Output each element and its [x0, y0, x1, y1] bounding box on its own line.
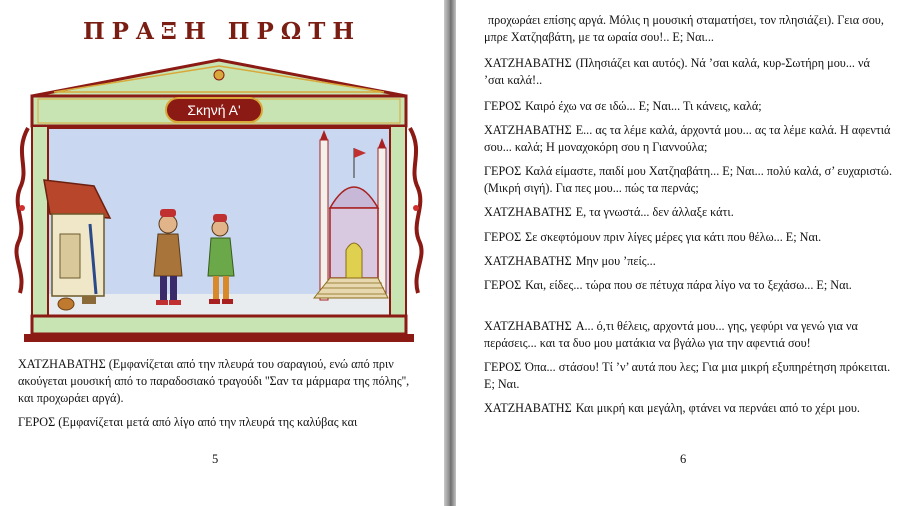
- act-title: ΠΡΑΞΗ ΠΡΩΤΗ: [82, 18, 362, 45]
- dialogue-line: [484, 318, 892, 352]
- speaker: ΓΕΡΟΣ: [484, 164, 522, 178]
- dialogue-line: [484, 400, 892, 417]
- speaker: ΓΕΡΟΣ: [484, 99, 522, 113]
- line-text: Και, είδες... τώρα που σε πέτυχα πάρα λίγο να το ξεχάσω... Ε; Ναι.: [525, 278, 852, 292]
- line-text: Καιρό έχω να σε ιδώ... Ε; Ναι... Τι κάνεις, καλά;: [525, 99, 762, 113]
- speaker: ΓΕΡΟΣ: [484, 278, 522, 292]
- speaker: ΧΑΤΖΗΑΒΑΤΗΣ: [484, 254, 572, 268]
- line-text: (Πλησιάζει και αυτός). Νά ’σαι καλά, κυρ-Σωτήρη μου... νά ’σαι καλά!..: [484, 56, 870, 87]
- book-gutter: [444, 0, 456, 506]
- speaker: ΧΑΤΖΗΑΒΑΤΗΣ: [484, 401, 572, 415]
- line-text: Ε... ας τα λέμε καλά, άρχοντά μου... ας τα λέμε καλά. Η αφεντιά σου... καλά; Η μοναχοκόρη σου η Γιαννούλα;: [484, 123, 891, 154]
- line-text: Α... ό,τι θέλεις, αρχοντά μου... γης, γεφύρι να γενώ για να περάσεις... και τα δυο μου ματάκια να βγάλω για την αφεντιά σου!: [484, 319, 858, 350]
- dialogue-line: [484, 163, 892, 197]
- line-text: Μην μου ’πείς...: [575, 254, 656, 268]
- speaker: ΧΑΤΖΗΑΒΑΤΗΣ: [484, 205, 572, 219]
- scene-label: Σκηνή Α': [187, 102, 241, 118]
- dialogue-line: [484, 204, 892, 221]
- dialogue-line: [484, 359, 892, 393]
- dialogue-line: [484, 12, 892, 46]
- line-text: Όπα... στάσου! Τί ’ν’ αυτά που λες; Για μια μικρή εξυπηρέτηση πρόκειται. Ε; Ναι.: [484, 360, 891, 391]
- right-page: [456, 0, 901, 506]
- speaker: ΓΕΡΟΣ: [484, 230, 522, 244]
- shadow-theatre-illustration: [14, 58, 424, 348]
- dialogue-line: [484, 55, 892, 89]
- dialogue-line: [484, 277, 892, 294]
- left-page: [0, 0, 444, 506]
- speaker: ΓΕΡΟΣ: [484, 360, 522, 374]
- speaker: ΧΑΤΖΗΑΒΑΤΗΣ: [484, 319, 572, 333]
- line-text: Καλά είμαστε, παιδί μου Χατζηαβάτη... Ε; Ναι... πολύ καλά, σ’ ευχαριστώ. (Μικρή σιγή). Για πες μου... πώς τα περνάς;: [484, 164, 892, 195]
- page-number-right: 6: [680, 452, 687, 466]
- dialogue-line: [484, 229, 892, 246]
- dialogue-line: [484, 122, 892, 156]
- dialogue-line: [484, 98, 892, 115]
- left-paragraph-1: ΧΑΤΖΗΑΒΑΤΗΣ (Εμφανίζεται από την πλευρά του σαραγιού, ενώ από πριν ακούγεται μουσική από το παραδοσιακό τραγούδι ''Σαν τα μάρμαρα της πόλης'', και προχωράει αργά).: [18, 357, 410, 405]
- page-number-left: 5: [212, 452, 219, 466]
- speaker: ΧΑΤΖΗΑΒΑΤΗΣ: [484, 123, 572, 137]
- line-text: προχωράει επίσης αργά. Μόλις η μουσική σταματήσει, τον πλησιάζει). Γεια σου, μπρε Χατζηαβάτη, με τα ωραία σου!.. Ε; Ναι...: [484, 13, 884, 44]
- speaker: ΧΑΤΖΗΑΒΑΤΗΣ: [484, 56, 572, 70]
- line-text: Ε, τα γνωστά... δεν άλλαξε κάτι.: [575, 205, 734, 219]
- line-text: Και μικρή και μεγάλη, φτάνει να περνάει από το χέρι μου.: [575, 401, 860, 415]
- left-paragraph-2: ΓΕΡΟΣ (Εμφανίζεται μετά από λίγο από την πλευρά της καλύβας και: [18, 415, 358, 429]
- dialogue-line: [484, 253, 892, 270]
- line-text: Σε σκεφτόμουν πριν λίγες μέρες για κάτι που θέλω... Ε; Ναι.: [525, 230, 822, 244]
